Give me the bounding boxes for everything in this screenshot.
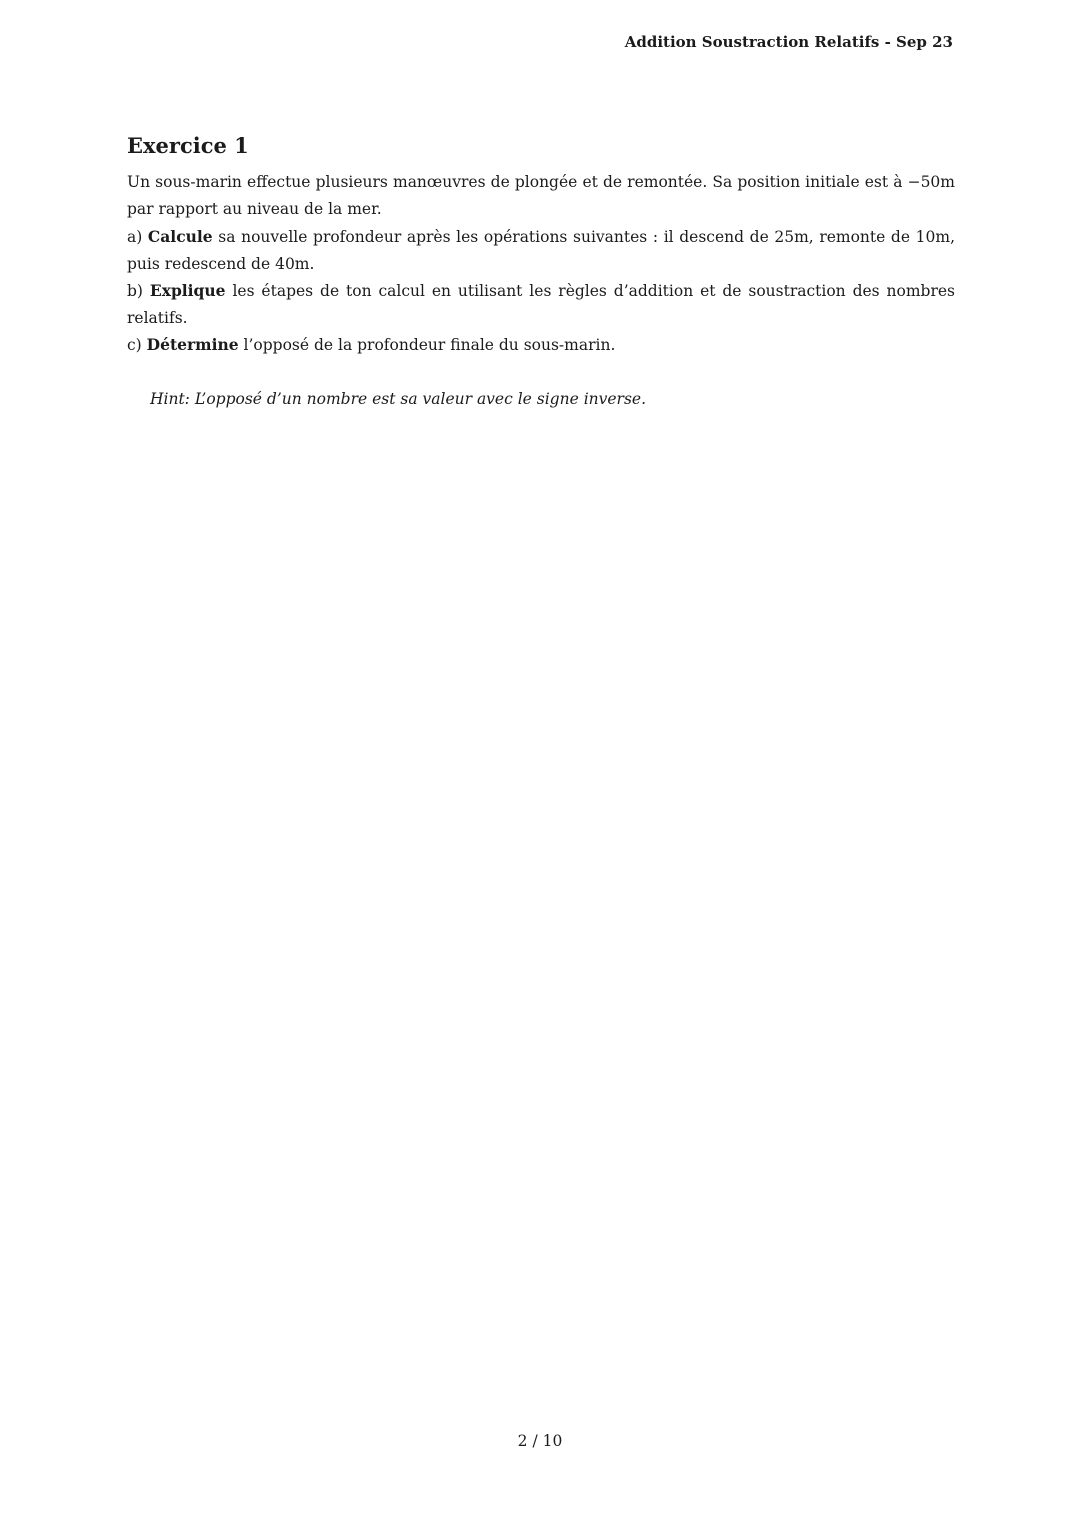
question-a-text: sa nouvelle profondeur après les opérations suivantes : il descend de 25m, remonte de 10m, puis redescend de 40m.	[127, 228, 955, 273]
question-c	[127, 331, 955, 359]
page-number: 2 / 10	[517, 1432, 563, 1450]
question-b-text: les étapes de ton calcul en utilisant les règles d’addition et de soustraction des nombres relatifs.	[127, 282, 955, 327]
exercise-intro	[127, 169, 955, 223]
question-b-label: b)	[127, 282, 143, 300]
question-c-label: c)	[127, 336, 142, 354]
question-a-label: a)	[127, 228, 143, 246]
question-b-verb: Explique	[149, 281, 226, 300]
question-a	[127, 223, 955, 278]
question-a-verb: Calcule	[147, 227, 213, 246]
hint-text: Hint: L’opposé d’un nombre est sa valeur avec le signe inverse.	[150, 390, 647, 408]
question-b	[127, 277, 955, 332]
exercise-intro-text: Un sous-marin effectue plusieurs manœuvres de plongée et de remontée. Sa position initiale est à −50m par rapport au niveau de la mer.	[127, 173, 955, 218]
question-c-verb: Détermine	[146, 335, 239, 354]
question-c-text: l’opposé de la profondeur finale du sous-marin.	[243, 336, 616, 354]
exercise-title: Exercice 1	[127, 133, 249, 159]
document-header: Addition Soustraction Relatifs - Sep 23	[624, 33, 953, 51]
